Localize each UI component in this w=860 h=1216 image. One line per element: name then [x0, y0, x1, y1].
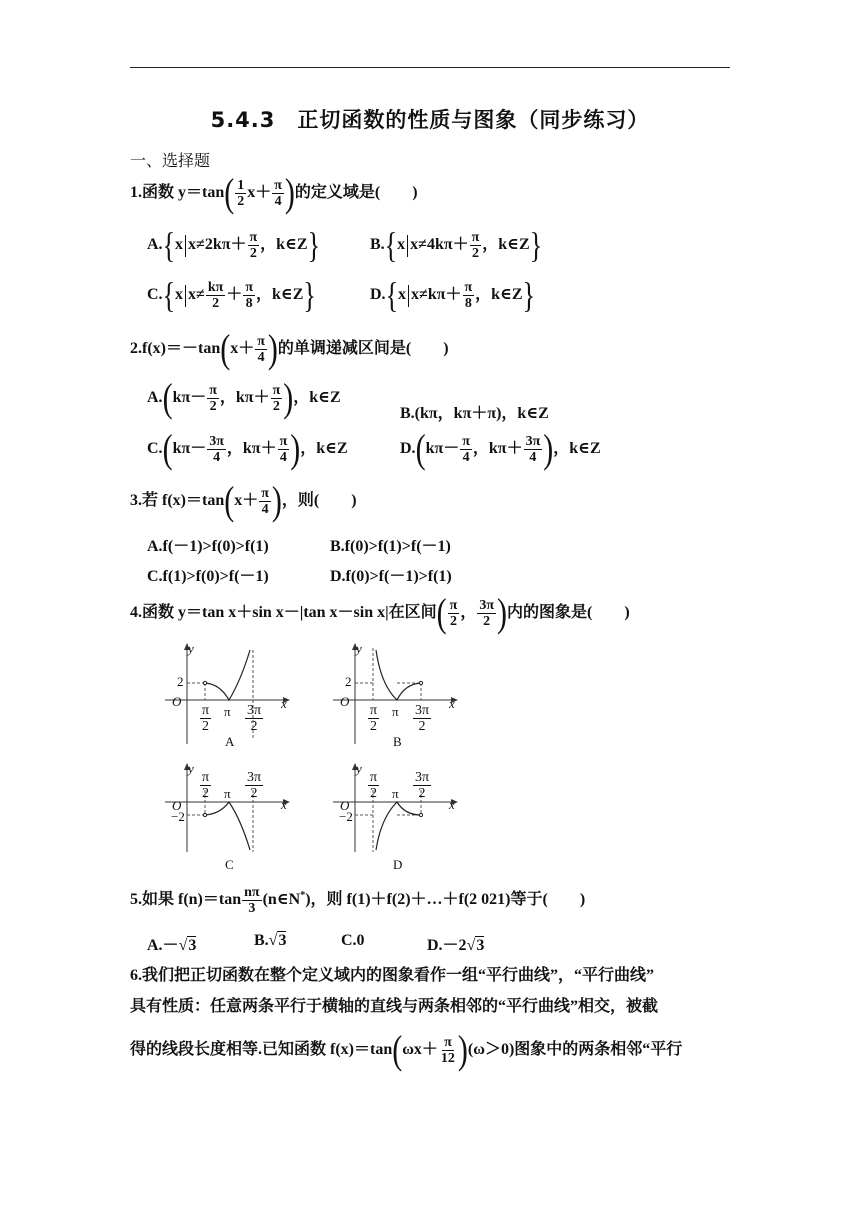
question-6-line-1: 6.我们把正切函数在整个定义域内的图象看作一组“平行曲线”，“平行曲线” [130, 967, 655, 984]
question-1-option-c: C.{x x≠ $\frac{k\pi}{2}$ ＋ $\frac{\pi}{8}$ ，k∈Z} [147, 274, 316, 316]
question-2-option-a: A.(kπ－ $\frac{\pi}{2}$ ，kπ＋ $\frac{\pi}{2}$ )，k∈Z [147, 375, 341, 421]
graph-d-value: −2 [339, 809, 353, 824]
graph-d-tick-1: $\frac{\pi}{2}$ [370, 770, 378, 801]
question-2-option-b: B.(kπ，kπ＋π)，k∈Z [400, 405, 549, 422]
graph-d-y-label: y [356, 761, 362, 776]
top-rule [130, 67, 730, 68]
question-5-option-c: C.0 [341, 932, 365, 949]
graph-a-value: 2 [177, 674, 184, 689]
graph-d-tick-2: π [392, 786, 399, 801]
graph-c-origin: O [172, 798, 182, 813]
page-title: 5.4.3 正切函数的性质与图象（同步练习） [210, 108, 650, 132]
graph-c-y-label: y [188, 761, 194, 776]
question-5-option-d: D.－2√3 [427, 937, 485, 954]
graph-a-tick-1: $\frac{\pi}{2}$ [202, 703, 210, 734]
graph-c-x-label: x [281, 797, 287, 812]
question-6-line-2: 具有性质：任意两条平行于横轴的直线与两条相邻的“平行曲线”相交，被截 [130, 998, 659, 1015]
graph-b-tick-1: $\frac{\pi}{2}$ [370, 703, 378, 734]
graph-c-caption: C [225, 857, 234, 872]
question-1-option-d: D.{x x≠kπ＋ $\frac{\pi}{8}$ ，k∈Z} [370, 274, 536, 316]
graph-b-y-label: y [356, 641, 362, 656]
question-2-option-d: D.(kπ－ $\frac{\pi}{4}$ ，kπ＋ $\frac{3\pi}{4}$ )，k∈Z [400, 426, 601, 472]
graph-c-tick-3: $\frac{3\pi}{2}$ [247, 770, 262, 801]
graph-b-x-label: x [449, 696, 455, 711]
graph-a-caption: A [225, 734, 235, 749]
graph-b-value: 2 [345, 674, 352, 689]
question-5-option-b: B.√3 [254, 932, 287, 949]
question-3-option-a: A.f(－1)>f(0)>f(1) [147, 538, 269, 555]
question-1-option-a: A.{x x≠2kπ＋ $\frac{\pi}{2}$ ，k∈Z} [147, 224, 321, 266]
question-4-stem: 4.函数 y＝tan x＋sin x－|tan x－sin x|在区间( $\frac{\pi}{2}$ ， $\frac{3\pi}{2}$ )内的图象是( ) [130, 590, 630, 636]
question-3-option-d: D.f(0)>f(－1)>f(1) [330, 568, 452, 585]
question-3-option-b: B.f(0)>f(1)>f(－1) [330, 538, 451, 555]
graph-b-origin: O [340, 694, 350, 709]
section-heading: 一、选择题 [130, 153, 211, 170]
graph-c-tick-1: $\frac{\pi}{2}$ [202, 770, 210, 801]
question-5-option-a: A.－√3 [147, 937, 197, 954]
graph-c-value: −2 [171, 809, 185, 824]
graph-a-y-label: y [188, 641, 194, 656]
graph-a-tick-3: $\frac{3\pi}{2}$ [247, 703, 262, 734]
graph-b-tick-3: $\frac{3\pi}{2}$ [415, 703, 430, 734]
graph-d-x-label: x [449, 797, 455, 812]
question-3-option-c: C.f(1)>f(0)>f(－1) [147, 568, 269, 585]
graph-d-caption: D [393, 857, 403, 872]
graph-d-origin: O [340, 798, 350, 813]
question-2-option-c: C.(kπ－ $\frac{3\pi}{4}$ ，kπ＋ $\frac{\pi}{4}$ )，k∈Z [147, 426, 348, 472]
graph-b-caption: B [393, 734, 402, 749]
graph-c-tick-2: π [224, 786, 231, 801]
question-1-option-b: B.{x x≠4kπ＋ $\frac{\pi}{2}$ ，k∈Z} [370, 224, 543, 266]
question-2-stem: 2.f(x)＝－tan(x＋ $\frac{\pi}{4}$ )的单调递减区间是( ) [130, 326, 449, 372]
graph-a-tick-2: π [224, 704, 231, 719]
graph-a-origin: O [172, 694, 182, 709]
graph-d-tick-3: $\frac{3\pi}{2}$ [415, 770, 430, 801]
question-3-stem: 3.若 f(x)＝tan(x＋ $\frac{\pi}{4}$ )，则( ) [130, 478, 357, 524]
question-6-line-3: 得的线段长度相等.已知函数 f(x)＝tan(ωx＋ $\frac{\pi}{12}$ )(ω＞0)图象中的两条相邻“平行 [130, 1027, 683, 1073]
graph-b-tick-2: π [392, 704, 399, 719]
graph-a-x-label: x [281, 696, 287, 711]
question-1-stem: 1.函数 y＝tan( $\frac{1}{2}$ x＋ $\frac{\pi}{4}$ )的定义域是( ) [130, 170, 418, 216]
question-5-stem: 5.如果 f(n)＝tan $\frac{n\pi}{3}$ (n∈N*)，则 f(1)＋f(2)＋…＋f(2 021)等于( ) [130, 885, 586, 916]
